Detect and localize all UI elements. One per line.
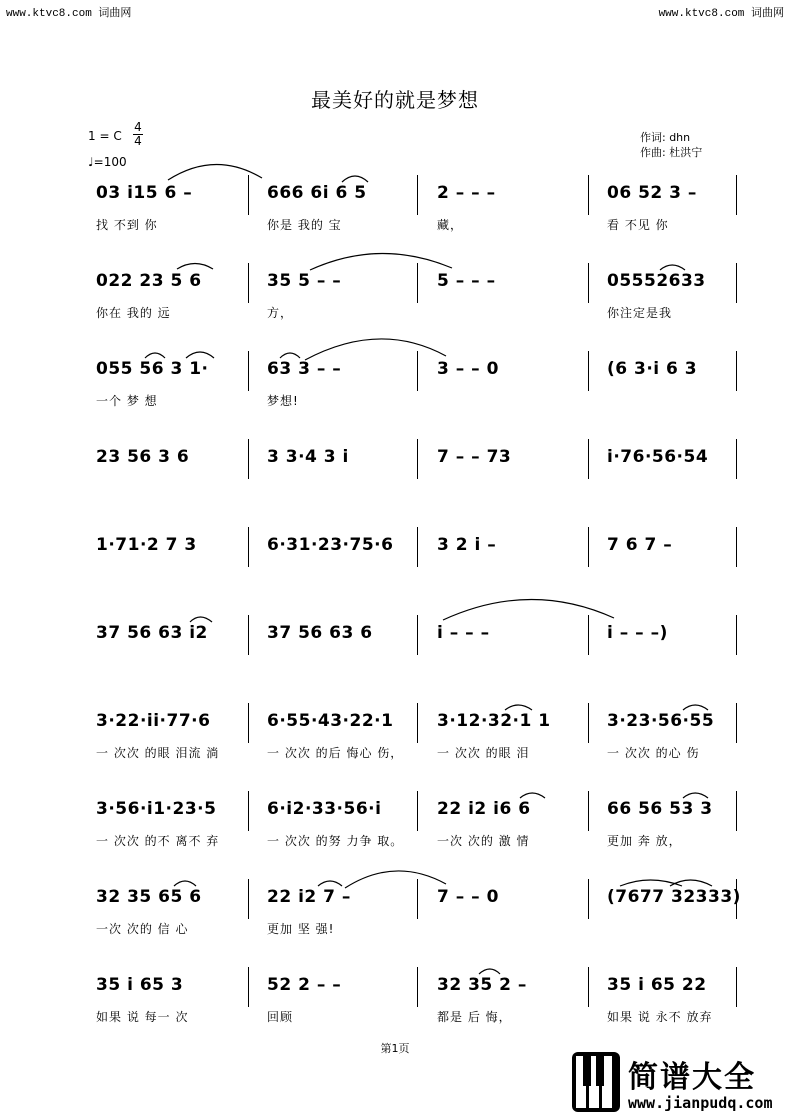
measure-notes: 7 – – 0: [437, 887, 499, 907]
tempo-marking: ♩=100: [88, 155, 127, 169]
measure-lyrics: 都是 后 悔，: [437, 1010, 512, 1024]
barline: [417, 439, 418, 479]
barline: [248, 703, 249, 743]
measure-lyrics: 你是 我的 宝: [267, 218, 342, 232]
measure-lyrics: 一 次次 的眼 泪: [437, 746, 530, 760]
measure-notes: (7677 32333): [607, 887, 741, 907]
slur: [683, 705, 708, 710]
measure-notes: 66 56 53 3: [607, 799, 713, 819]
barline: [417, 703, 418, 743]
barline: [588, 351, 589, 391]
composer-credit: 作曲: 杜洪宁: [640, 146, 703, 159]
logo-url-text: www.jianpudq.com: [628, 1094, 773, 1112]
measure-lyrics: 一 次次 的努 力争 取。: [267, 834, 404, 848]
measure-lyrics: 藏，: [437, 218, 464, 232]
slur: [505, 705, 532, 710]
score-system: [0, 711, 790, 781]
barline: [736, 791, 737, 831]
measure-notes: 7 6 7 –: [607, 535, 673, 555]
measure-notes: 37 56 63 i2: [96, 623, 208, 643]
barline: [248, 351, 249, 391]
slur: [310, 253, 452, 270]
measure-notes: 5 – – –: [437, 271, 496, 291]
measure-notes: 06 52 3 –: [607, 183, 697, 203]
measure-lyrics: 一次 次的 激 情: [437, 834, 530, 848]
measure-notes: 63 3 – –: [267, 359, 342, 379]
time-signature-top: 4: [134, 120, 142, 134]
measure-notes: 3 3·4 3 i: [267, 447, 349, 467]
slur: [670, 880, 712, 886]
measure-lyrics: 一个 梦 想: [96, 394, 158, 408]
slur: [280, 353, 300, 358]
logo-main-text: 简谱大全: [628, 1060, 756, 1095]
measure-notes: 6·55·43·22·1: [267, 711, 394, 731]
slur: [186, 352, 214, 358]
lyricist-credit: 作词: dhn: [640, 131, 691, 144]
barline: [736, 703, 737, 743]
score-system: [0, 359, 790, 429]
score-system: [0, 887, 790, 957]
page-number: 第1页: [380, 1042, 410, 1055]
barline: [736, 615, 737, 655]
measure-lyrics: 更加 奔 放，: [607, 834, 682, 848]
measure-notes: 03 i15 6 –: [96, 183, 193, 203]
measure-lyrics: 一 次次 的不 离不 弃: [96, 834, 220, 848]
measure-lyrics: 看 不见 你: [607, 218, 669, 232]
barline: [417, 175, 418, 215]
song-title: 最美好的就是梦想: [311, 88, 479, 112]
barline: [736, 263, 737, 303]
key-signature: 1 = C: [88, 129, 122, 143]
measure-notes: 1·71·2 7 3: [96, 535, 197, 555]
measure-notes: (6 3·i 6 3: [607, 359, 698, 379]
slur: [620, 880, 682, 886]
slur: [190, 617, 212, 622]
measure-notes: 22 i2 i6 6: [437, 799, 531, 819]
measure-lyrics: 如果 说 每一 次: [96, 1010, 189, 1024]
barline: [588, 263, 589, 303]
measure-lyrics: 你注定是我: [607, 306, 673, 320]
measure-lyrics: 更加 坚 强!: [267, 922, 335, 936]
piano-keys-icon: [568, 1050, 624, 1114]
measure-notes: 2 – – –: [437, 183, 496, 203]
measure-lyrics: 一 次次 的后 悔心 伤，: [267, 746, 404, 760]
time-signature-bottom: 4: [134, 134, 142, 148]
score-system: [0, 623, 790, 693]
barline: [248, 615, 249, 655]
score-system: [0, 975, 790, 1045]
measure-notes: 32 35 65 6: [96, 887, 202, 907]
measure-notes: 22 i2 7 –: [267, 887, 351, 907]
measure-notes: 6·31·23·75·6: [267, 535, 394, 555]
barline: [736, 527, 737, 567]
slur: [318, 881, 342, 886]
measure-lyrics: 一次 次的 信 心: [96, 922, 189, 936]
barline: [248, 879, 249, 919]
measure-notes: 35 i 65 3: [96, 975, 184, 995]
barline: [588, 967, 589, 1007]
measure-notes: 6·i2·33·56·i: [267, 799, 382, 819]
barline: [736, 175, 737, 215]
barline: [248, 263, 249, 303]
barline: [417, 791, 418, 831]
slur: [345, 871, 446, 888]
measure-notes: 3 – – 0: [437, 359, 499, 379]
measure-notes: 055 56 3 1·: [96, 359, 209, 379]
measure-notes: 7 – – 73: [437, 447, 512, 467]
barline: [417, 351, 418, 391]
slur: [342, 176, 368, 182]
slur: [683, 793, 708, 798]
measure-notes: i·76·56·54: [607, 447, 709, 467]
score-system: [0, 799, 790, 869]
measure-notes: 05552633: [607, 271, 706, 291]
measure-notes: 3 2 i –: [437, 535, 497, 555]
measure-notes: i – – –): [607, 623, 668, 643]
site-logo: [568, 1050, 790, 1116]
barline: [588, 615, 589, 655]
site-header-left: www.ktvc8.com 词曲网: [6, 8, 132, 20]
measure-notes: i – – –: [437, 623, 490, 643]
measure-lyrics: 一 次次 的心 伤: [607, 746, 700, 760]
measure-lyrics: 方，: [267, 306, 294, 320]
slur: [174, 881, 196, 886]
score-system: [0, 535, 790, 605]
barline: [736, 439, 737, 479]
measure-notes: 3·23·56·55: [607, 711, 715, 731]
measure-lyrics: 梦想!: [267, 394, 299, 408]
barline: [248, 791, 249, 831]
measure-notes: 35 i 65 22: [607, 975, 707, 995]
barline: [736, 351, 737, 391]
barline: [588, 527, 589, 567]
site-header-right: www.ktvc8.com 词曲网: [658, 8, 784, 20]
barline: [248, 527, 249, 567]
slur: [305, 339, 446, 360]
barline: [588, 703, 589, 743]
measure-lyrics: 如果 说 永不 放弃: [607, 1010, 713, 1024]
score-system: [0, 183, 790, 253]
barline: [588, 879, 589, 919]
measure-notes: 022 23 5 6: [96, 271, 202, 291]
measure-lyrics: 一 次次 的眼 泪流 淌: [96, 746, 220, 760]
barline: [588, 791, 589, 831]
time-signature: [133, 121, 143, 148]
barline: [248, 967, 249, 1007]
slur: [479, 969, 500, 974]
measure-notes: 3·22·ii·77·6: [96, 711, 211, 731]
barline: [588, 439, 589, 479]
measure-notes: 23 56 3 6: [96, 447, 190, 467]
barline: [417, 263, 418, 303]
barline: [417, 879, 418, 919]
measure-lyrics: 回顾: [267, 1010, 294, 1024]
barline: [736, 967, 737, 1007]
measure-notes: 666 6i 6 5: [267, 183, 367, 203]
slur: [177, 264, 213, 270]
barline: [588, 175, 589, 215]
barline: [248, 175, 249, 215]
measure-lyrics: 找 不到 你: [96, 218, 158, 232]
slur: [520, 793, 545, 798]
measure-notes: 35 5 – –: [267, 271, 342, 291]
barline: [417, 527, 418, 567]
score-system: [0, 447, 790, 517]
barline: [417, 967, 418, 1007]
barline: [248, 439, 249, 479]
slur: [660, 265, 685, 270]
measure-notes: 52 2 – –: [267, 975, 342, 995]
measure-notes: 3·56·i1·23·5: [96, 799, 217, 819]
measure-notes: 32 35 2 –: [437, 975, 527, 995]
measure-lyrics: 你在 我的 远: [96, 306, 171, 320]
barline: [417, 615, 418, 655]
score-system: [0, 271, 790, 341]
measure-notes: 3·12·32·1 1: [437, 711, 551, 731]
measure-notes: 37 56 63 6: [267, 623, 373, 643]
slur: [145, 353, 165, 358]
